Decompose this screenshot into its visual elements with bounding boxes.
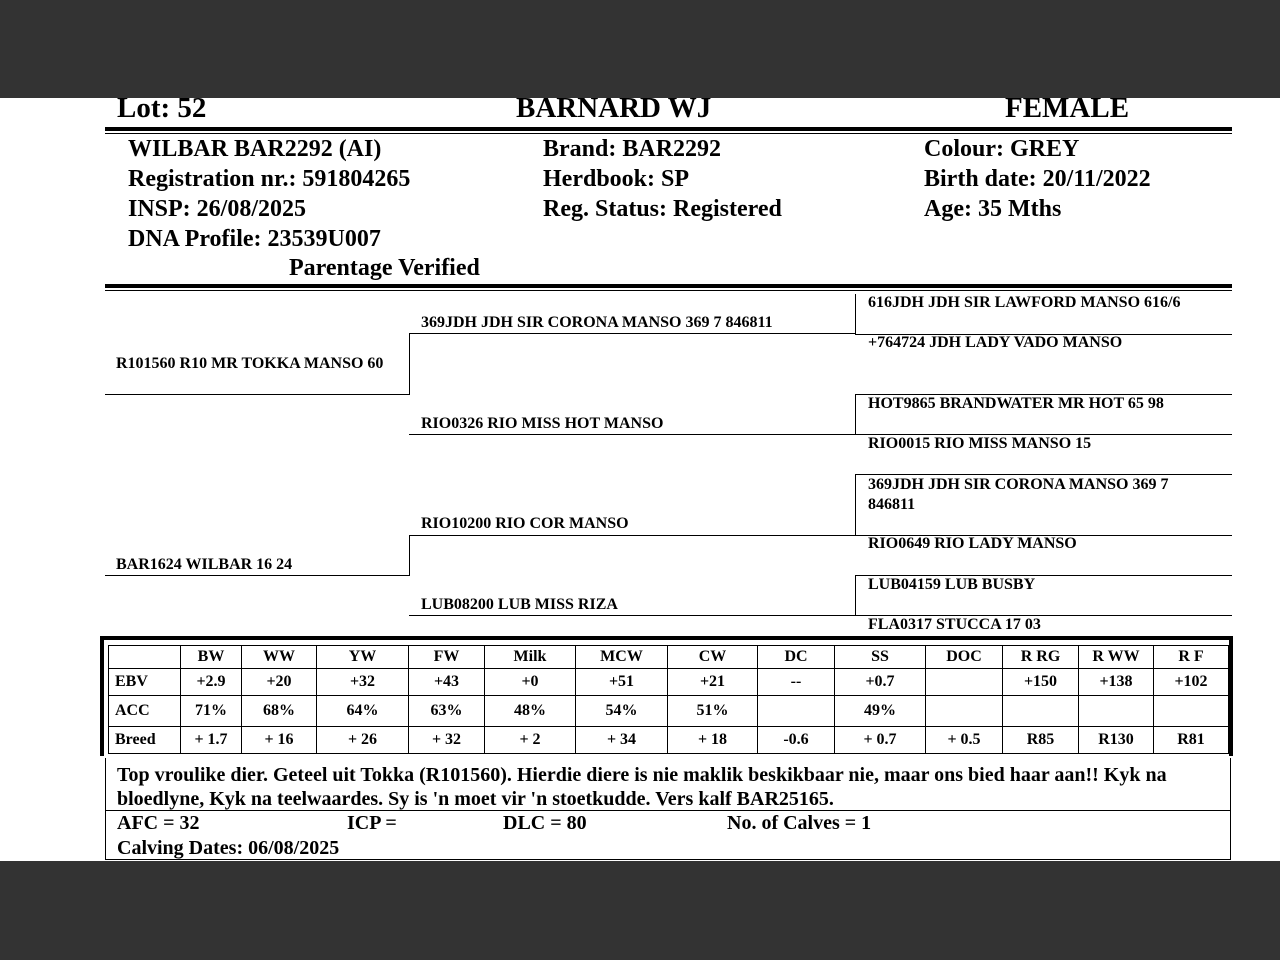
dna-profile: DNA Profile: 23539U007 bbox=[128, 226, 381, 252]
pedigree-ss-dam: +764724 JDH LADY VADO MANSO bbox=[868, 334, 1123, 351]
info-rule-thick bbox=[105, 284, 1232, 288]
breed-row bbox=[109, 727, 1229, 754]
breed-cell: R85 bbox=[1003, 727, 1079, 754]
pedigree-ds-dam: RIO0649 RIO LADY MANSO bbox=[868, 535, 1077, 552]
pedigree-line bbox=[409, 615, 856, 616]
ebv-header-cell: SS bbox=[835, 646, 926, 669]
pedigree-dd-sire: LUB04159 LUB BUSBY bbox=[868, 576, 1036, 593]
breed-cell: -0.6 bbox=[758, 727, 835, 754]
acc-cell bbox=[1154, 696, 1229, 727]
breed-cell: + 0.5 bbox=[926, 727, 1003, 754]
icp-value: ICP = bbox=[347, 812, 397, 834]
brand: Brand: BAR2292 bbox=[543, 136, 722, 162]
insp-date: INSP: 26/08/2025 bbox=[128, 196, 307, 222]
acc-row bbox=[109, 696, 1229, 727]
acc-cell: 68% bbox=[242, 696, 317, 727]
breed-cell: + 18 bbox=[668, 727, 758, 754]
ebv-cell: +51 bbox=[576, 669, 668, 696]
row-label: Breed bbox=[109, 727, 181, 754]
ebv-cell: +0 bbox=[485, 669, 576, 696]
sex-label: FEMALE bbox=[1005, 98, 1130, 124]
registration-number: Registration nr.: 591804265 bbox=[128, 166, 411, 192]
pedigree-connector bbox=[409, 535, 410, 576]
ebv-cell: +32 bbox=[317, 669, 409, 696]
ebv-header-cell: YW bbox=[317, 646, 409, 669]
birth-date: Birth date: 20/11/2022 bbox=[924, 166, 1151, 192]
pedigree-connector bbox=[855, 294, 856, 334]
lot-number: Lot: 52 bbox=[117, 98, 207, 124]
registration-status: Reg. Status: Registered bbox=[543, 196, 782, 222]
pedigree-ds-sire: 369JDH JDH SIR CORONA MANSO 369 7 846811 bbox=[868, 476, 1169, 513]
breeder-name: BARNARD WJ bbox=[516, 98, 712, 124]
pedigree-line bbox=[105, 394, 410, 395]
breed-cell: + 2 bbox=[485, 727, 576, 754]
ebv-header-cell: DOC bbox=[926, 646, 1003, 669]
afc-value: AFC = 32 bbox=[117, 812, 200, 834]
ebv-header-cell: BW bbox=[181, 646, 242, 669]
ebv-header-cell: DC bbox=[758, 646, 835, 669]
row-label: EBV bbox=[109, 669, 181, 696]
breed-cell: + 1.7 bbox=[181, 727, 242, 754]
header-rule-thick bbox=[105, 127, 1232, 131]
pedigree-sd-dam: RIO0015 RIO MISS MANSO 15 bbox=[868, 435, 1092, 452]
pedigree-line bbox=[105, 575, 410, 576]
pedigree-line bbox=[409, 333, 856, 334]
comment-divider bbox=[105, 810, 1231, 811]
parentage-status: Parentage Verified bbox=[289, 255, 480, 281]
breed-cell: + 32 bbox=[409, 727, 485, 754]
breed-cell: + 26 bbox=[317, 727, 409, 754]
pedigree-dd-dam: FLA0317 STUCCA 17 03 bbox=[868, 616, 1041, 633]
ebv-header-cell: R WW bbox=[1079, 646, 1154, 669]
age: Age: 35 Mths bbox=[924, 196, 1062, 222]
calving-dates: Calving Dates: 06/08/2025 bbox=[117, 837, 340, 859]
acc-cell: 64% bbox=[317, 696, 409, 727]
pedigree-line bbox=[409, 434, 856, 435]
ebv-cell: +21 bbox=[668, 669, 758, 696]
pedigree-connector bbox=[855, 474, 856, 536]
ebv-cell: +43 bbox=[409, 669, 485, 696]
pedigree-dam: BAR1624 WILBAR 16 24 bbox=[116, 556, 293, 573]
acc-cell: 48% bbox=[485, 696, 576, 727]
row-label: ACC bbox=[109, 696, 181, 727]
ebv-header-cell bbox=[109, 646, 181, 669]
herdbook: Herdbook: SP bbox=[543, 166, 690, 192]
ebv-cell: +0.7 bbox=[835, 669, 926, 696]
breed-cell: + 34 bbox=[576, 727, 668, 754]
breed-cell: + 16 bbox=[242, 727, 317, 754]
ebv-cell: +20 bbox=[242, 669, 317, 696]
ebv-header-cell: MCW bbox=[576, 646, 668, 669]
acc-cell: 51% bbox=[668, 696, 758, 727]
ebv-header-cell: R F bbox=[1154, 646, 1229, 669]
ebv-header-cell: WW bbox=[242, 646, 317, 669]
ebv-header-cell: Milk bbox=[485, 646, 576, 669]
acc-cell bbox=[758, 696, 835, 727]
comment-text: Top vroulike dier. Geteel uit Tokka (R101560). Hierdie diere is nie maklik beskikbaar nie, maar ons bied haar aan!! Kyk na bloedlyne, Kyk na teelwaardes. Sy is 'n moet vir 'n stoetkudde. Vers kalf BAR25165. bbox=[117, 764, 1167, 810]
ebv-cell: +102 bbox=[1154, 669, 1229, 696]
pedigree-dam-dam: LUB08200 LUB MISS RIZA bbox=[421, 596, 618, 613]
ebv-cell: -- bbox=[758, 669, 835, 696]
breed-cell: + 0.7 bbox=[835, 727, 926, 754]
acc-cell: 54% bbox=[576, 696, 668, 727]
acc-cell bbox=[1079, 696, 1154, 727]
pedigree-ss-sire: 616JDH JDH SIR LAWFORD MANSO 616/6 bbox=[868, 294, 1181, 311]
pedigree-sire: R101560 R10 MR TOKKA MANSO 60 bbox=[116, 355, 384, 372]
pedigree-sire-sire: 369JDH JDH SIR CORONA MANSO 369 7 846811 bbox=[421, 314, 773, 331]
calves-count: No. of Calves = 1 bbox=[727, 812, 872, 834]
ebv-header-row bbox=[109, 646, 1229, 669]
colour: Colour: GREY bbox=[924, 136, 1080, 162]
ebv-row bbox=[109, 669, 1229, 696]
acc-cell bbox=[1003, 696, 1079, 727]
pedigree-sire-dam: RIO0326 RIO MISS HOT MANSO bbox=[421, 415, 664, 432]
pedigree-connector bbox=[855, 394, 856, 435]
ebv-cell: +2.9 bbox=[181, 669, 242, 696]
acc-cell: 71% bbox=[181, 696, 242, 727]
ebv-cell: +150 bbox=[1003, 669, 1079, 696]
catalogue-page bbox=[0, 98, 1280, 861]
pedigree-line bbox=[409, 535, 856, 536]
ebv-cell bbox=[926, 669, 1003, 696]
pedigree-sd-sire: HOT9865 BRANDWATER MR HOT 65 98 bbox=[868, 395, 1164, 412]
dlc-value: DLC = 80 bbox=[503, 812, 587, 834]
ebv-cell: +138 bbox=[1079, 669, 1154, 696]
breed-cell: R81 bbox=[1154, 727, 1229, 754]
pedigree-dam-sire: RIO10200 RIO COR MANSO bbox=[421, 515, 629, 532]
acc-cell: 49% bbox=[835, 696, 926, 727]
ebv-table bbox=[108, 645, 1229, 754]
ebv-header-cell: FW bbox=[409, 646, 485, 669]
acc-cell: 63% bbox=[409, 696, 485, 727]
pedigree-connector bbox=[409, 333, 410, 395]
info-rule-thin bbox=[105, 290, 1232, 291]
pedigree-connector bbox=[855, 575, 856, 616]
animal-name: WILBAR BAR2292 (AI) bbox=[128, 136, 382, 162]
acc-cell bbox=[926, 696, 1003, 727]
ebv-header-cell: R RG bbox=[1003, 646, 1079, 669]
breed-cell: R130 bbox=[1079, 727, 1154, 754]
ebv-header-cell: CW bbox=[668, 646, 758, 669]
header-rule-thin bbox=[105, 133, 1232, 134]
